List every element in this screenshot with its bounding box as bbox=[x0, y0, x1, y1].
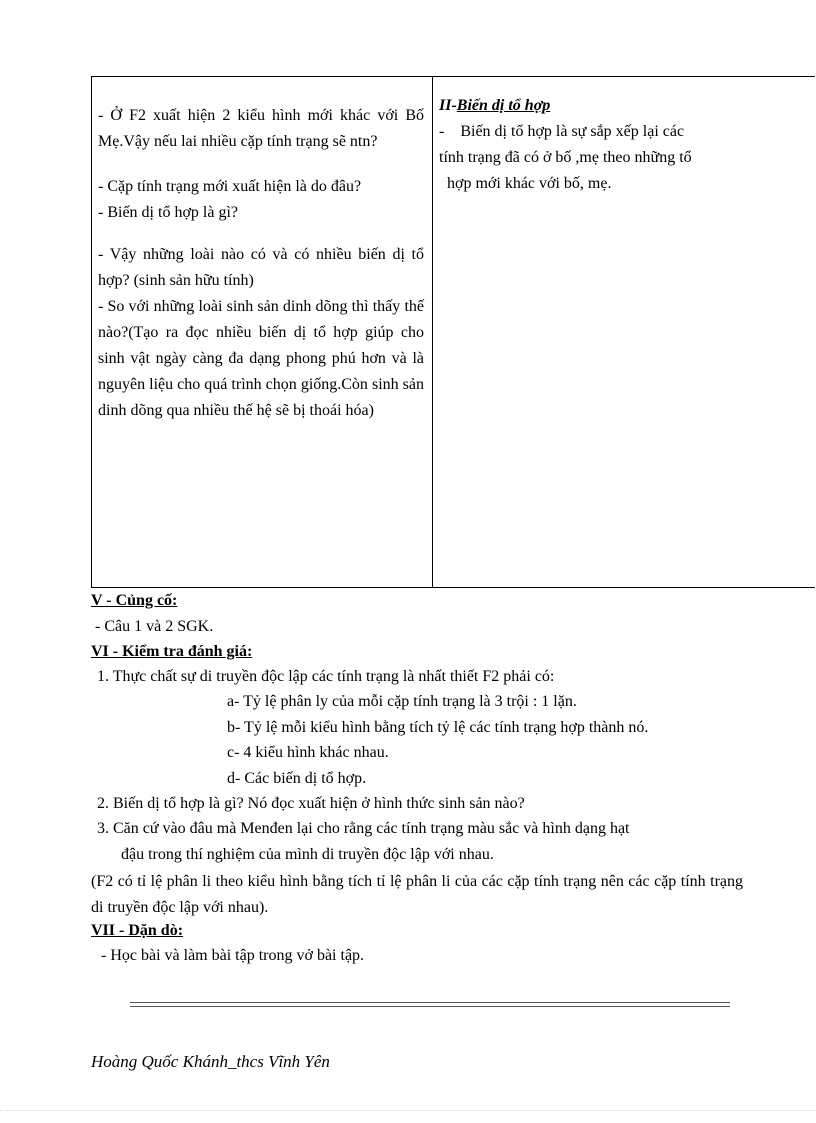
heading-section-6: VI - Kiểm tra đánh giá: bbox=[91, 643, 253, 660]
question-item-2: 2. Biến dị tổ hợp là gì? Nó đọc xuất hiện ở hình thức sinh sản nào? bbox=[97, 795, 525, 812]
question-1: - Ở F2 xuất hiện 2 kiểu hình mới khác với Bố Mẹ.Vậy nếu lai nhiều cặp tính trạng sẽ ntn? bbox=[98, 107, 424, 150]
page-edge bbox=[0, 1110, 816, 1111]
section-title-text: Biến dị tổ hợp bbox=[456, 97, 551, 114]
question-2: - Cặp tính trạng mới xuất hiện là do đâu? bbox=[98, 178, 362, 195]
heading-section-7: VII - Dặn dò: bbox=[91, 922, 184, 939]
section-7-line: - Học bài và làm bài tập trong vở bài tập. bbox=[101, 947, 365, 964]
definition-line-3: hợp mới khác với bố, mẹ. bbox=[447, 175, 612, 192]
lesson-table bbox=[91, 76, 815, 588]
section-5-line: - Câu 1 và 2 SGK. bbox=[95, 618, 214, 635]
question-3: - Biến dị tổ hợp là gì? bbox=[98, 204, 238, 221]
option-d: d- Các biến dị tổ hợp. bbox=[227, 770, 367, 787]
double-rule-divider bbox=[130, 1002, 730, 1007]
content-column bbox=[433, 77, 815, 587]
question-5: - So với những loài sinh sản dinh dõng thì thấy thế nào?(Tạo ra đọc nhiều biến dị tổ hợp giúp cho sinh vật ngày càng đa dạng phong phú hơn và là nguyên liệu cho quá trình chọn giống.Còn sinh sản dinh dõng qua nhiều thế hệ sẽ bị thoái hóa) bbox=[98, 298, 424, 419]
definition-bullet: - bbox=[439, 123, 445, 140]
definition-line-2: tính trạng đã có ở bố ,mẹ theo những tổ bbox=[439, 149, 692, 166]
definition-line-1: - Biến dị tổ hợp là sự sắp xếp lại các bbox=[439, 123, 685, 140]
question-item-3-line-1: 3. Căn cứ vào đâu mà Menđen lại cho rằng các tính trạng màu sắc và hình dạng hạt bbox=[97, 820, 630, 837]
question-item-1: 1. Thực chất sự di truyền độc lập các tính trạng là nhất thiết F2 phải có: bbox=[97, 668, 555, 685]
question-4: - Vậy những loài nào có và có nhiều biến dị tổ hợp? (sinh sản hữu tính) bbox=[98, 246, 424, 289]
question-item-3-line-2: đậu trong thí nghiệm của mình di truyền độc lập với nhau. bbox=[121, 846, 494, 863]
option-a: a- Tỷ lệ phân ly của mỗi cặp tính trạng là 3 trội : 1 lặn. bbox=[227, 693, 577, 710]
option-b: b- Tỷ lệ mỗi kiểu hình bằng tích tỷ lệ các tính trạng hợp thành nó. bbox=[227, 719, 649, 736]
footer-author: Hoàng Quốc Khánh_thcs Vĩnh Yên bbox=[91, 1052, 330, 1071]
option-c: c- 4 kiểu hình khác nhau. bbox=[227, 744, 389, 761]
teacher-questions-column bbox=[92, 77, 433, 587]
section-title bbox=[439, 93, 811, 119]
section-title-prefix: II- bbox=[439, 97, 457, 114]
answer-paragraph: (F2 có tỉ lệ phân li theo kiểu hình bằng tích tỉ lệ phân li của các cặp tính trạng nên các cặp tính trạng di truyền độc lập với nhau). bbox=[91, 873, 743, 916]
heading-section-5: V - Củng cố: bbox=[91, 592, 178, 609]
